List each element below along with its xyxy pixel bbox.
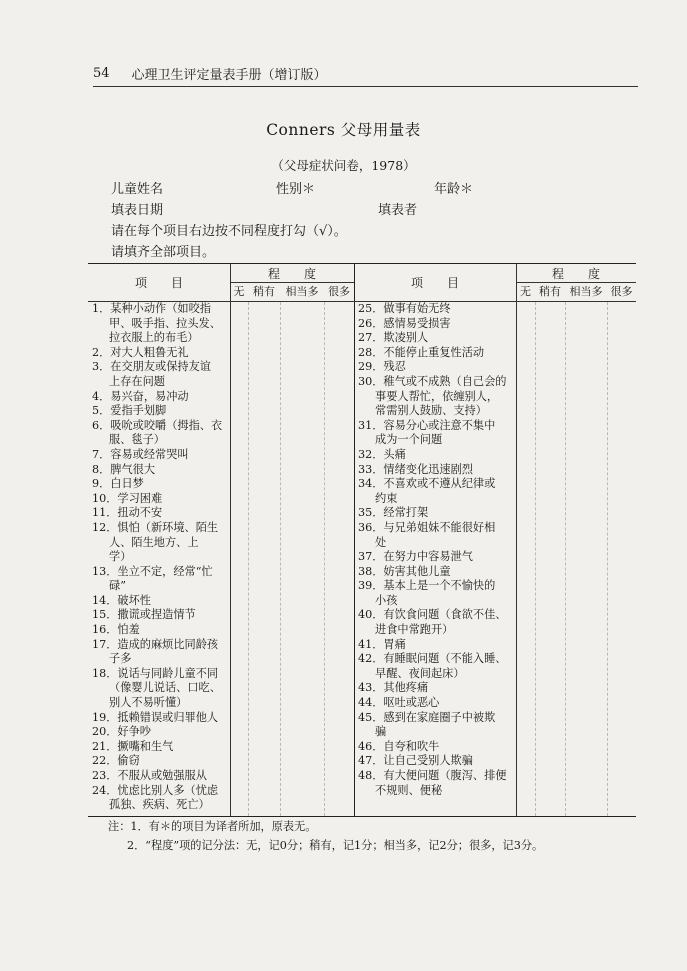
table-notes <box>108 817 543 855</box>
item-text-continued: 别人不易听懂） <box>109 696 188 710</box>
symptom-item <box>358 419 516 448</box>
symptom-item <box>92 302 230 346</box>
left-item-list <box>92 302 230 813</box>
symptom-item <box>92 492 230 507</box>
item-text: 34．不喜欢或不遵从纪律或 <box>358 477 496 491</box>
symptom-item <box>358 652 516 681</box>
degree-header-left: 程 度 <box>267 267 316 281</box>
item-text-continued: 处 <box>375 535 387 549</box>
item-text-continued: 早醒、夜间起床） <box>375 666 465 680</box>
gender-field: 性别＊ <box>276 182 316 197</box>
symptom-item <box>92 594 230 609</box>
item-text: 1．某种小动作（如咬指 <box>92 302 211 315</box>
symptom-item <box>92 390 230 405</box>
item-text: 33．情绪变化迅速剧烈 <box>358 462 473 476</box>
item-text-continued: 上存在问题 <box>109 374 165 388</box>
symptom-item <box>92 506 230 521</box>
item-text: 26．感情易受损害 <box>358 316 451 330</box>
item-text: 8．脾气很大 <box>92 462 156 476</box>
scale-title: Conners 父母用量表 <box>266 121 421 139</box>
item-text: 41．胃痛 <box>358 637 406 651</box>
scale-subtitle: （父母症状问卷，1978） <box>271 158 416 173</box>
item-text-continued: 事要人帮忙，依缠别人， <box>375 389 499 403</box>
page-header <box>93 64 633 83</box>
symptom-item <box>358 346 516 361</box>
item-text: 25．做事有始无终 <box>358 302 451 315</box>
symptom-item <box>358 550 516 565</box>
item-text: 24．忧虑比别人多（忧虑 <box>92 783 219 797</box>
item-text: 44．呕吐或恶心 <box>358 696 440 710</box>
symptom-item <box>92 404 230 419</box>
symptom-item <box>92 477 230 492</box>
table-center-divider <box>354 264 355 816</box>
item-text: 9．白日梦 <box>92 477 144 491</box>
item-text-continued: 成为一个问题 <box>375 433 443 447</box>
item-text: 47．让自己受别人欺骗 <box>358 754 473 768</box>
item-text: 23．不服从或勉强服从 <box>92 769 207 782</box>
degree-considerable: 相当多 <box>285 285 319 298</box>
item-text: 20．好争吵 <box>92 725 151 739</box>
note-1: 注：1．有＊的项目为译者所加，原表无。 <box>108 820 317 833</box>
symptom-item <box>358 463 516 478</box>
symptom-item <box>92 608 230 623</box>
column-divider <box>230 264 231 816</box>
item-text-continued: 约束 <box>375 491 398 505</box>
item-text: 39．基本上是一个不愉快的 <box>358 579 496 593</box>
degree-none: 无 <box>520 285 531 298</box>
item-text: 12．惧怕（新环境、陌生 <box>92 520 219 534</box>
item-header-left: 项 目 <box>134 276 183 290</box>
instruction-check: 请在每个项目右边按不同程度打勾（√）。 <box>111 224 347 239</box>
item-text: 31．容易分心或注意不集中 <box>358 418 496 432</box>
symptom-item <box>358 769 516 798</box>
symptom-item <box>358 740 516 755</box>
column-divider <box>535 302 536 816</box>
item-text: 6．吸吮或咬嚼（拇指、衣 <box>92 418 223 432</box>
item-text: 42．有睡眠问题（不能入睡、 <box>358 652 507 666</box>
symptom-item <box>358 375 516 419</box>
age-field: 年龄＊ <box>434 182 474 197</box>
symptom-item <box>358 360 516 375</box>
symptom-table <box>88 263 636 817</box>
item-text: 3．在交朋友或保持友谊 <box>92 360 211 374</box>
symptom-item <box>92 360 230 389</box>
item-text-continued: 人、陌生地方、上 <box>109 535 199 549</box>
item-text-continued: 碌” <box>109 579 126 593</box>
item-text-continued: 常需别人鼓励、支持） <box>375 404 487 418</box>
page-number: 54 <box>93 66 110 81</box>
symptom-item <box>358 331 516 346</box>
symptom-item <box>358 696 516 711</box>
column-divider <box>324 302 325 816</box>
header-rule <box>93 86 638 87</box>
filler-field: 填表者 <box>378 203 418 218</box>
symptom-item <box>358 317 516 332</box>
item-text: 36．与兄弟姐妹不能很好相 <box>358 520 496 534</box>
symptom-item <box>358 506 516 521</box>
degree-considerable: 相当多 <box>569 285 603 298</box>
item-text: 4．易兴奋，易冲动 <box>92 389 189 403</box>
item-text: 13．坐立不定，经常“忙 <box>92 564 213 578</box>
item-text-continued: 进食中常跑开） <box>375 623 454 637</box>
symptom-item <box>92 419 230 448</box>
degree-slight: 稍有 <box>253 285 275 298</box>
item-text: 48．有大便问题（腹泻、排便 <box>358 769 507 782</box>
item-header-right: 项 目 <box>410 276 459 290</box>
item-text-continued: 骗 <box>375 725 387 739</box>
date-field: 填表日期 <box>111 203 164 218</box>
degree-none: 无 <box>233 285 245 298</box>
column-divider <box>248 302 249 816</box>
symptom-item <box>92 448 230 463</box>
item-text: 40．有饮食问题（食欲不佳、 <box>358 608 507 622</box>
symptom-item <box>92 638 230 667</box>
item-text: 27．欺凌别人 <box>358 331 429 345</box>
item-text: 16．怕羞 <box>92 623 140 637</box>
item-text: 19．抵赖错误或归罪他人 <box>92 710 219 724</box>
degree-header-right: 程 度 <box>551 267 600 281</box>
symptom-item <box>358 681 516 696</box>
item-text: 32．头痛 <box>358 447 406 461</box>
symptom-item <box>358 608 516 637</box>
symptom-item <box>92 754 230 769</box>
symptom-item <box>358 711 516 740</box>
symptom-item <box>92 769 230 784</box>
item-text-continued: 拉衣服上的布毛） <box>109 331 199 345</box>
item-text: 11．扭动不安 <box>92 506 163 520</box>
item-text-continued: 子多 <box>109 652 132 666</box>
item-text: 18．说话与同龄儿童不同 <box>92 666 219 680</box>
item-text-continued: 小孩 <box>375 593 398 607</box>
symptom-item <box>92 725 230 740</box>
symptom-item <box>358 477 516 506</box>
item-text: 10．学习困难 <box>92 491 163 505</box>
item-text: 7．容易或经常哭叫 <box>92 447 189 461</box>
column-divider <box>607 302 608 816</box>
item-text: 17．造成的麻烦比同龄孩 <box>92 637 219 651</box>
item-text: 35．经常打架 <box>358 506 429 520</box>
symptom-item <box>358 638 516 653</box>
item-text: 5．爱指手划脚 <box>92 404 167 418</box>
column-divider <box>516 264 517 816</box>
item-text: 28．不能停止重复性活动 <box>358 345 485 359</box>
symptom-item <box>92 346 230 361</box>
item-text-continued: 服、毯子） <box>109 433 165 447</box>
item-text: 15．撒谎或捏造情节 <box>92 608 196 622</box>
item-text-continued: （像婴儿说话、口吃、 <box>109 681 221 695</box>
item-text: 21．撅嘴和生气 <box>92 739 174 753</box>
item-text: 45．感到在家庭圈子中被欺 <box>358 710 496 724</box>
item-text: 30．稚气或不成熟（自己会的 <box>358 374 507 388</box>
symptom-item <box>92 667 230 711</box>
degree-very-much: 很多 <box>328 285 350 298</box>
book-title: 心理卫生评定量表手册（增订版） <box>131 68 327 83</box>
symptom-item <box>358 521 516 550</box>
symptom-item <box>358 579 516 608</box>
symptom-item <box>358 754 516 769</box>
item-text: 2．对大人粗鲁无礼 <box>92 345 189 359</box>
degree-very-much: 很多 <box>610 285 633 298</box>
symptom-item <box>92 463 230 478</box>
symptom-item <box>92 565 230 594</box>
symptom-item <box>92 740 230 755</box>
symptom-item <box>92 623 230 638</box>
column-divider <box>565 302 566 816</box>
degree-slight: 稍有 <box>539 285 561 298</box>
column-divider <box>280 302 281 816</box>
symptom-item <box>358 448 516 463</box>
symptom-item <box>92 784 230 813</box>
item-text: 38．妨害其他儿童 <box>358 564 451 578</box>
item-text: 43．其他疼痛 <box>358 681 429 695</box>
item-text: 37．在努力中容易泄气 <box>358 550 473 564</box>
item-text-continued: 孤独、疾病、死亡） <box>109 798 210 812</box>
item-text: 29．残忍 <box>358 360 406 374</box>
note-2: 2．“程度”项的记分法：无，记0分；稍有，记1分；相当多，记2分；很多，记3分。 <box>127 839 544 852</box>
item-text: 46．自夸和吹牛 <box>358 739 440 753</box>
item-text-continued: 甲、吸手指、拉头发、 <box>109 316 221 330</box>
item-text-continued: 不规则、便秘 <box>375 783 443 797</box>
item-text-continued: 学） <box>109 550 132 564</box>
instruction-complete: 请填齐全部项目。 <box>111 245 216 260</box>
item-text: 14．破坏性 <box>92 593 151 607</box>
child-name-field: 儿童姓名 <box>111 182 164 197</box>
symptom-item <box>92 711 230 726</box>
symptom-item <box>92 521 230 565</box>
symptom-item <box>358 302 516 317</box>
item-text: 22．偷窃 <box>92 754 140 768</box>
right-item-list <box>358 302 516 798</box>
symptom-item <box>358 565 516 580</box>
